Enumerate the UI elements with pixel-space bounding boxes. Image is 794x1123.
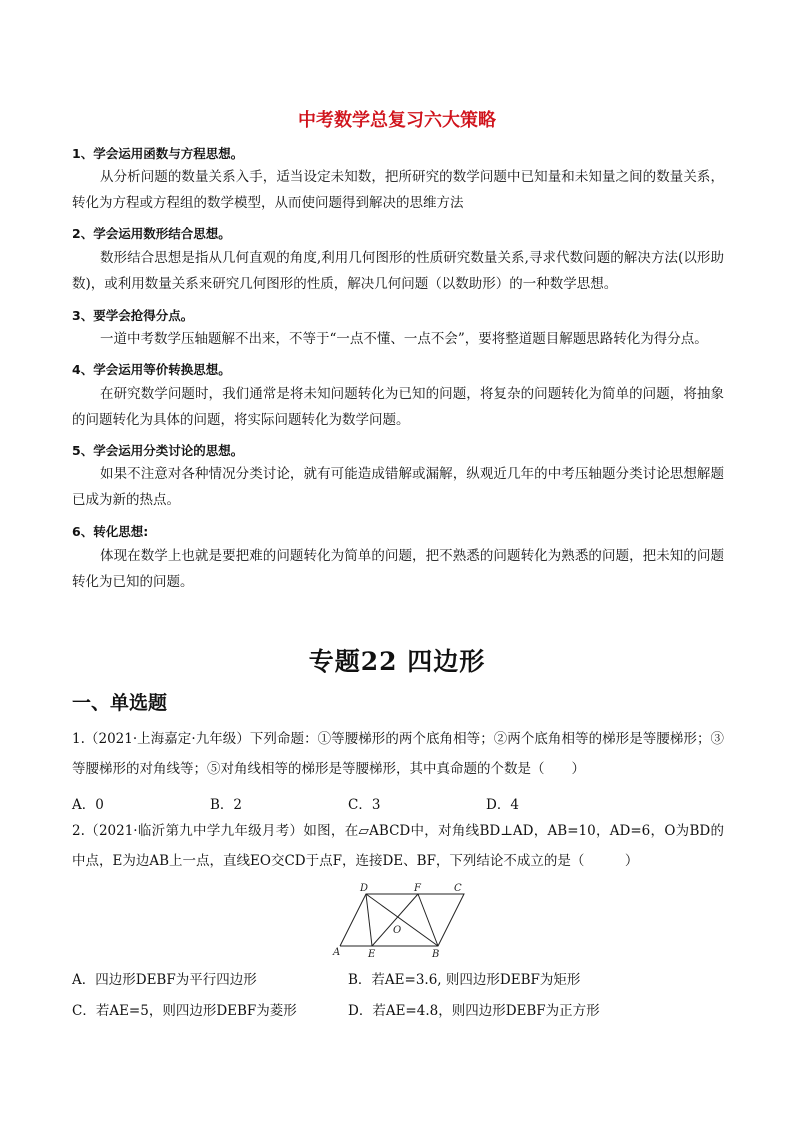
strategy-3-body: 一道中考数学压轴题解不出来，不等于“一点不懂、一点不会”，要将整道题目解题思路转化为得分点。 — [100, 331, 708, 347]
q2-option-b: B．若AE=3.6, 则四边形DEBF为矩形 — [348, 972, 581, 988]
q2-option-a: A．四边形DEBF为平行四边形 — [72, 972, 257, 988]
label-c: C — [454, 883, 462, 894]
segment-de — [366, 894, 372, 946]
strategy-4-body: 在研究数学问题时，我们通常是将未知问题转化为已知的问题，将复杂的问题转化为简单的问题，将抽象的问题转化为具体的问题，将实际问题转化为数学问题。 — [72, 386, 724, 428]
strategy-5-body: 如果不注意对各种情况分类讨论，就有可能造成错解或漏解，纵观近几年的中考压轴题分类讨论思想解题已成为新的热点。 — [72, 466, 724, 508]
q2-option-d: D．若AE=4.8，则四边形DEBF为正方形 — [348, 1003, 600, 1019]
strategy-4-heading: 4、学会运用等价转换思想。 — [72, 362, 231, 377]
label-d: D — [360, 883, 369, 894]
topic-title: 专题22 四边形 — [308, 647, 486, 676]
q1-option-c: C．3 — [348, 797, 381, 813]
strategy-3-heading: 3、要学会抢得分点。 — [72, 308, 194, 323]
label-b: B — [432, 949, 440, 960]
page-title: 中考数学总复习六大策略 — [298, 110, 496, 131]
parallelogram-figure — [326, 880, 476, 960]
label-e: E — [368, 949, 376, 960]
q1-option-b: B．2 — [210, 797, 243, 813]
label-f: F — [414, 883, 421, 894]
strategy-5-heading: 5、学会运用分类讨论的思想。 — [72, 443, 244, 458]
strategy-6-body: 体现在数学上也就是要把难的问题转化为简单的问题，把不熟悉的问题转化为熟悉的问题，把未知的问题转化为已知的问题。 — [72, 548, 724, 590]
question-2-text: 2.（2021·临沂第九中学九年级月考）如图，在▱ABCD中，对角线BD⊥AD，AB=10，AD=6，O为BD的中点，E为边AB上一点，直线EO交CD于点F，连接DE、BF，下列结论不成立的是（ ） — [72, 823, 724, 869]
question-1-text: 1.（2021·上海嘉定·九年级）下列命题：①等腰梯形的两个底角相等；②两个底角相等的梯形是等腰梯形；③等腰梯形的对角线等；⑤对角线相等的梯形是等腰梯形，其中真命题的个数是（ ） — [72, 731, 724, 777]
segment-ef — [372, 894, 418, 946]
strategy-1-heading: 1、学会运用函数与方程思想。 — [72, 146, 244, 161]
label-a: A — [333, 947, 341, 958]
strategy-2-heading: 2、学会运用数形结合思想。 — [72, 226, 231, 241]
strategy-6-heading: 6、转化思想: — [72, 524, 149, 539]
q1-option-d: D．4 — [486, 797, 519, 813]
label-o: O — [393, 925, 402, 936]
section-heading: 一、单选题 — [72, 692, 168, 714]
q2-option-c: C．若AE=5，则四边形DEBF为菱形 — [72, 1003, 297, 1019]
q1-option-a: A．0 — [72, 797, 104, 813]
strategy-1-body: 从分析问题的数量关系入手，适当设定未知数，把所研究的数学问题中已知量和未知量之间的数量关系，转化为方程或方程组的数学模型，从而使问题得到解决的思维方法 — [72, 169, 724, 211]
diagonal-bd — [366, 894, 438, 946]
strategy-2-body: 数形结合思想是指从几何直观的角度,利用几何图形的性质研究数量关系,寻求代数问题的解决方法(以形助数)，或利用数量关系来研究几何图形的性质，解决几何问题（以数助形）的一种数学思想。 — [72, 250, 724, 292]
